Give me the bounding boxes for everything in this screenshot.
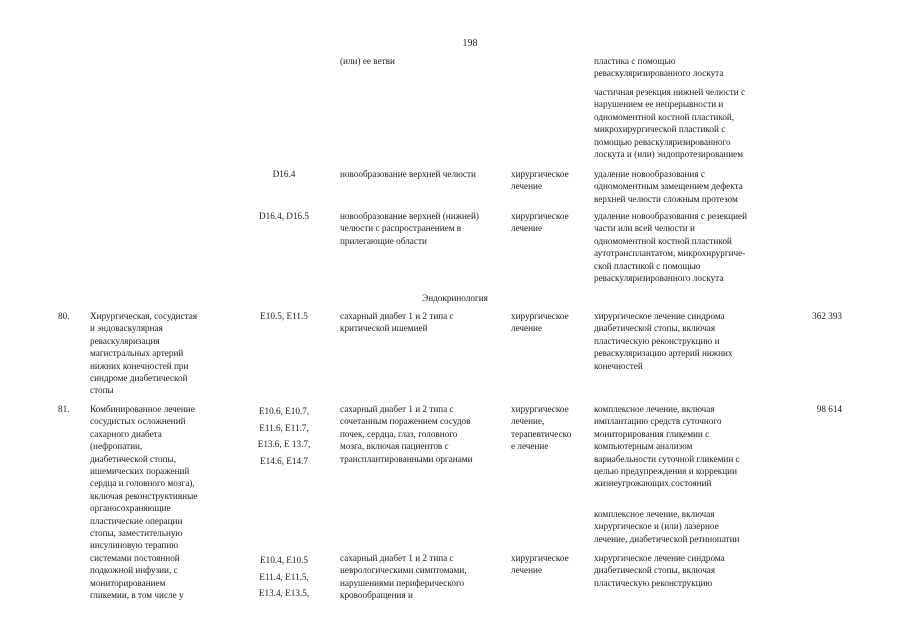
vmp-name-cell: Комбинированное лечение сосудистых осложнений сахарного диабета (нефропатии, диабетической стопы, ишемических поражений сердца и головного мозга), включая реконструктивные органосохраняющие пластические операции стопы, заместительную инсулиновую терапию системами постоянной подкожной инфузии, с мониторированием гликемии, в том числе у [90, 404, 198, 601]
model-cell-continued: (или) ее ветви [340, 56, 395, 66]
method-cell: комплексное лечение, включая имплантацию средств суточного мониторирования гликемии с компьютерным анализом вариабельности суточной гликемии с целью предупреждения и коррекции жизнеугрожающих состояний [594, 404, 740, 489]
treatment-type-cell: хирургическое лечение [511, 211, 569, 234]
icd-code-cell: E10.5, E11.5 [260, 311, 308, 321]
patient-model-cell: сахарный диабет 1 и 2 типа с неврологическими симптомами, нарушениями периферического кровообращения и [340, 553, 467, 601]
patient-model-cell: сахарный диабет 1 и 2 типа с критической ишемией [340, 311, 454, 334]
method-cell: частичная резекция нижней челюсти с нарушением ее непрерывности и одномоментной костной пластикой, микрохирургической пластикой с помощью реваскуляризированного лоскута и (или) эндопротезированием [594, 87, 746, 160]
icd-code-cell: D16.4 [272, 169, 296, 179]
treatment-type-cell: хирургическое лечение, терапевтическо е лечение [511, 404, 572, 452]
patient-model-cell: новообразование верхней (нижней) челюсти с распространением в прилегающие области [340, 211, 479, 246]
treatment-type-cell: хирургическое лечение [511, 553, 569, 576]
treatment-type-cell: хирургическое лечение [511, 311, 569, 334]
section-title: Эндокринология [422, 293, 488, 303]
method-cell: хирургическое лечение синдрома диабетической стопы, включая пластическую реконструкцию и реваскуляризацию артерий нижних конечностей [594, 311, 733, 371]
method-cell: комплексное лечение, включая хирургическое и (или) лазерное лечение, диабетической ретинопатии [594, 509, 740, 544]
cost-cell: 98 614 [816, 404, 842, 414]
icd-code-cell: E10.6, E10.7, E11.6, E11.7, E13.6, E 13.7, E14.6, E14.7 [257, 406, 311, 466]
row-number: 81. [58, 404, 70, 414]
treatment-type-cell: хирургическое лечение [511, 169, 569, 192]
row-number: 80. [58, 311, 70, 321]
method-cell: хирургическое лечение синдрома диабетической стопы, включая пластическую реконструкцию [594, 553, 725, 588]
vmp-name-cell: Хирургическая, сосудистая и эндоваскулярная реваскуляризация магистральных артерий нижних конечностей при синдроме диабетической стопы [90, 311, 198, 396]
method-cell: удаление новообразования с одномоментным замещением дефекта верхней челюсти сложным протезом [594, 169, 743, 204]
icd-code-cell: D16.4, D16.5 [258, 211, 310, 221]
page-number: 198 [462, 38, 478, 49]
cost-cell: 362 393 [812, 311, 842, 321]
method-cell: удаление новообразования с резекцией части или всей челюсти и одномоментной костной пластикой аутотрансплантатом, микрохирургиче- ской пластикой с помощью реваскуляризированного лоскута [594, 211, 748, 284]
method-cell-continued: пластика с помощью реваскуляризированного лоскута [594, 56, 724, 79]
patient-model-cell: новообразование верхней челюсти [340, 169, 476, 179]
patient-model-cell: сахарный диабет 1 и 2 типа с сочетанным поражением сосудов почек, сердца, глаз, головного мозга, включая пациентов с трансплантированными органами [340, 404, 473, 464]
icd-code-cell: E10.4, E10.5 E11.4, E11.5, E13.4, E13.5, [258, 555, 310, 598]
